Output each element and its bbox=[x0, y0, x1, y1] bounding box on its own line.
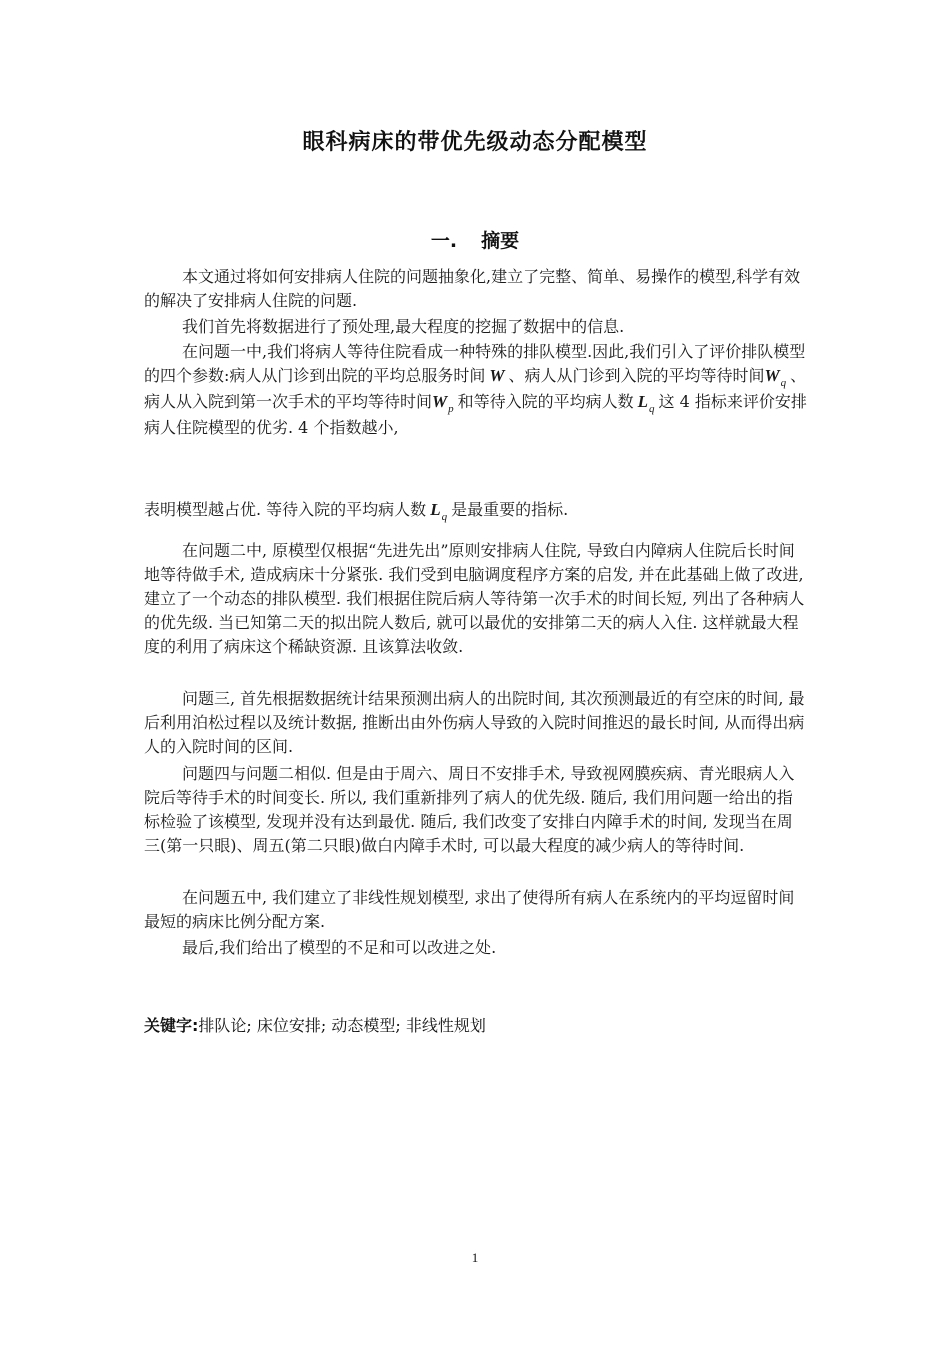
p3-text-4: 和等待入院的平均病人数 bbox=[457, 392, 634, 411]
var-Lq: L bbox=[637, 392, 649, 411]
p3-text-6: 表明模型越占优. 等待入院的平均病人数 bbox=[144, 500, 427, 519]
abstract-paragraph-3-end bbox=[144, 498, 808, 524]
abstract-paragraph-4: 在问题二中, 原模型仅根据“先进先出”原则安排病人住院, 导致白内障病人住院后长时间地等待做手术, 造成病床十分紧张. 我们受到电脑调度程序方案的启发, 并在此基础上做了改进, 建立了一个动态的排队模型. 我们根据住院后病人等待第一次手术的时间长短, 列出了各种病人的优先级. 当已知第二天的拟出院人数后, 就可以最优的安排第二天的病人入住. 这样就最大程度的利用了病床这个稀缺资源. 且该算法收敛. bbox=[144, 541, 805, 656]
p3-text-7: 是最重要的指标. bbox=[451, 500, 569, 519]
var-W: W bbox=[489, 366, 505, 385]
var-Wq: W bbox=[764, 366, 780, 385]
abstract-paragraph-2: 我们首先将数据进行了预处理,最大程度的挖掘了数据中的信息. bbox=[182, 317, 625, 336]
p3-text-1: 在问题一中,我们将病人等待住院看成一种特殊的排队模型.因此,我们引入了评价排队模型的四个参数:病人从门诊到出院的平均总服务时间 bbox=[144, 342, 806, 385]
abstract-paragraph-6: 问题四与问题二相似. 但是由于周六、周日不安排手术, 导致视网膜疾病、青光眼病人入院后等待手术的时间变长. 所以, 我们重新排列了病人的优先级. 随后, 我们用问题一给出的指标检验了该模型, 发现并没有达到最优. 随后, 我们改变了安排白内障手术的时间, 发现当在周三(第一只眼)、周五(第二只眼)做白内障手术时, 可以最大程度的减少病人的等待时间. bbox=[144, 764, 795, 855]
keywords-line bbox=[144, 1014, 808, 1038]
section-heading bbox=[0, 226, 950, 253]
p3-text-5: 这 4 指标来评价安排病人住院模型的优劣. 4 个指数越小, bbox=[144, 392, 807, 437]
p3-text-2: 、病人从门诊到入院的平均等待时间 bbox=[508, 366, 765, 385]
keywords-value: 排队论; 床位安排; 动态模型; 非线性规划 bbox=[198, 1016, 486, 1035]
section-title: 摘要 bbox=[481, 230, 520, 252]
abstract-paragraph-7: 在问题五中, 我们建立了非线性规划模型, 求出了使得所有病人在系统内的平均逗留时间最短的病床比例分配方案. bbox=[144, 888, 795, 931]
paper-title: 眼科病床的带优先级动态分配模型 bbox=[302, 130, 648, 155]
var-Wq-subscript: q bbox=[780, 377, 787, 389]
abstract-paragraph-5: 问题三, 首先根据数据统计结果预测出病人的出院时间, 其次预测最近的有空床的时间, 最后利用泊松过程以及统计数据, 推断出由外伤病人导致的入院时间推迟的最长时间, 从而得出病人的入院时间的区间. bbox=[144, 689, 805, 756]
keywords-label: 关键字: bbox=[144, 1016, 199, 1035]
var-Lq-subscript: q bbox=[649, 403, 655, 415]
page-number: 1 bbox=[471, 1250, 479, 1265]
abstract-paragraph-8: 最后,我们给出了模型的不足和可以改进之处. bbox=[182, 938, 497, 957]
var-Wp-subscript: p bbox=[448, 403, 454, 415]
p3-text-3: 、病人从入院到第一次手术的平均等待时间 bbox=[144, 366, 807, 411]
var-Lq-2: L bbox=[430, 500, 441, 519]
var-Lq-2-subscript: q bbox=[441, 511, 448, 523]
abstract-paragraph-1: 本文通过将如何安排病人住院的问题抽象化,建立了完整、简单、易操作的模型,科学有效的解决了安排病人住院的问题. bbox=[144, 267, 801, 310]
abstract-paragraph-3 bbox=[144, 340, 808, 440]
section-number: 一. bbox=[430, 230, 458, 252]
var-Wp: W bbox=[432, 392, 448, 411]
